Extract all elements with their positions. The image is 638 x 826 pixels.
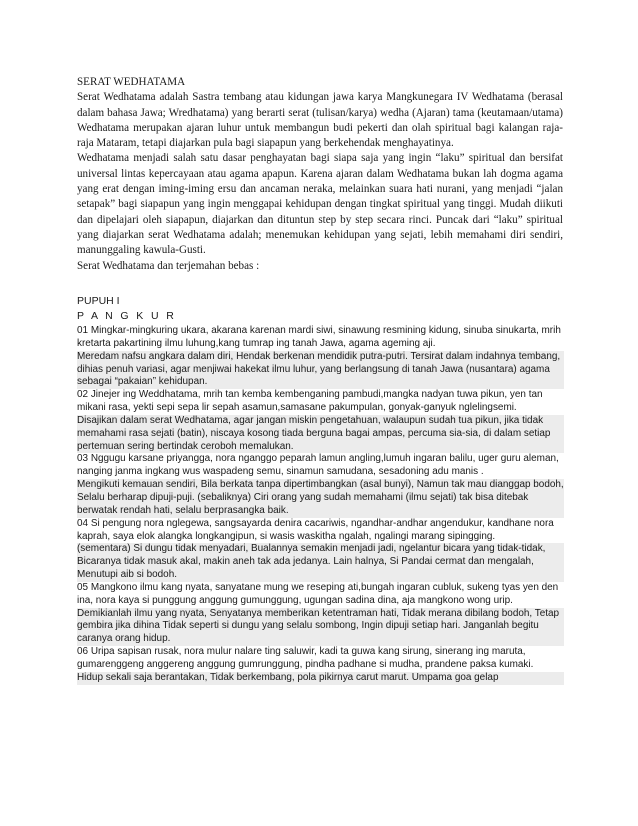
intro-paragraph-3: Serat Wedhatama dan terjemahan bebas :	[77, 259, 260, 272]
verse-1: 01 Mingkar-mingkuring ukara, akarana karenan mardi siwi, sinawung resmining kidung, sinuba sinukarta, mrih kretarta pakartining ilmu luhung,kang tumrap ing tanah Jawa, agama ageming aji.	[77, 325, 561, 349]
pupuh-heading	[77, 294, 563, 324]
verse-2: 02 Jinejer ing Weddhatama, mrih tan kemba kembenganing pambudi,mangka nadyan tuwa pikun, yen tan mikani rasa, yekti sepi sepa lir sepah asamun,samasane pakumpulan, gonyak-ganyuk nglelingsemi.	[77, 389, 543, 414]
intro-paragraph-1: Serat Wedhatama adalah Sastra tembang atau kidungan jawa karya Mangkunegara IV Wedhatama (berasal dalam bahasa Jawa; Wredhatama) yang berarti serat (tulisan/karya) wedha (Ajaran) tama (keutamaan/utama) Wedhatama merupakan ajaran luhur untuk membangun budi pekerti dan olah spiritual bagi kalangan raja-raja Mataram, tetapi diajarkan pula bagi siapapun yang berkehendak menghayatinya.	[77, 91, 563, 150]
pupuh-number: PUPUH I	[77, 295, 120, 307]
verse-5-translation: Demikianlah ilmu yang nyata, Senyatanya memberikan ketentraman hati, Tidak merana dibilang bodoh, Tetap gembira jika dihina Tidak seperti si dungu yang selalu sombong, Ingin dipuji setiap hari. Janganlah begitu caranya orang hidup.	[77, 608, 564, 647]
verse-3: 03 Nggugu karsane priyangga, nora nganggo peparah lamun angling,lumuh ingaran balilu, uger guru aleman, nanging janma ingkang wus waspadeng semu, sinamun samudana, sesadoning adu manis .	[77, 453, 559, 478]
verses-section	[77, 325, 564, 685]
verse-4: 04 Si pengung nora nglegewa, sangsayarda denira cacariwis, ngandhar-andhar angendukur, kandhane nora kaprah, saya elok alangka longkangipun, si wasis waskitha ngalah, ngalingi marang sipingging.	[77, 517, 554, 542]
verse-6: 06 Uripa sapisan rusak, nora mulur nalare ting saluwir, kadi ta guwa kang sirung, sinerang ing maruta, gumarenggeng anggereng anggung gumrunggung, pindha padhane si mudha, prandene paksa kumaki.	[77, 646, 534, 670]
document-title: SERAT WEDHATAMA	[77, 76, 186, 88]
intro-section	[77, 75, 563, 274]
pupuh-name: P A N G K U R	[77, 310, 177, 322]
verse-6-translation: Hidup sekali saja berantakan, Tidak berkembang, pola pikirnya carut marut. Umpama goa gelap	[77, 672, 564, 685]
verse-2-translation: Disajikan dalam serat Wedhatama, agar jangan miskin pengetahuan, walaupun sudah tua pikun, jika tidak memahami rasa sejati (batin), niscaya kosong tiada berguna bagai ampas, percuma sia-sia, di dalam setiap pertemuan sering bertindak ceroboh memalukan.	[77, 415, 564, 454]
verse-4-translation: (sementara) Si dungu tidak menyadari, Bualannya semakin menjadi jadi, ngelantur bicara yang tidak-tidak, Bicaranya tidak masuk akal, makin aneh tak ada jedanya. Lain halnya, Si Pandai cermat dan mengalah, Menutupi aib si bodoh.	[77, 543, 564, 582]
verse-3-translation: Mengikuti kemauan sendiri, Bila berkata tanpa dipertimbangkan (asal bunyi), Namun tak mau dianggap bodoh, Selalu berharap dipuji-puji. (sebaliknya) Ciri orang yang sudah memahami (ilmu sejati) tak bisa ditebak berwatak rendah hati, selalu berprasangka baik.	[77, 479, 564, 516]
intro-paragraph-2: Wedhatama menjadi salah satu dasar penghayatan bagi siapa saja yang ingin “laku” spiritual dan bersifat universal lintas kepercayaan atau agama apapun. Karena ajaran dalam Wedhatama bukan lah dogma agama yang erat dengan iming-iming ersu dan ancaman neraka, melainkan suara hati nurani, yang menjadi “jalan setapak” bagi siapapun yang ingin menggapai kehidupan dengan tingkat spiritual yang tinggi. Mudah diikuti dan dipelajari oleh siapapun, diajarkan dan dituntun step by step secara rinci. Puncak dari “laku” spiritual yang diajarkan serat Wedhatama adalah; menemukan kehidupan yang sejati, lebih memahami diri sendiri, manunggaling kawula-Gusti.	[77, 152, 563, 257]
verse-5: 05 Mangkono ilmu kang nyata, sanyatane mung we reseping ati,bungah ingaran cubluk, sukeng tyas yen den ina, nora kaya si punggung anggung gumunggung, ugungan sadina dina, aja mangkono wong urip.	[77, 581, 559, 606]
verse-1-translation: Meredam nafsu angkara dalam diri, Hendak berkenan mendidik putra-putri. Tersirat dalam indahnya tembang, dihias penuh variasi, agar menjiwai hakekat ilmu luhur, yang berlangsung di tanah Jawa (nusantara) agama sebagai “pakaian” kehidupan.	[77, 351, 564, 390]
